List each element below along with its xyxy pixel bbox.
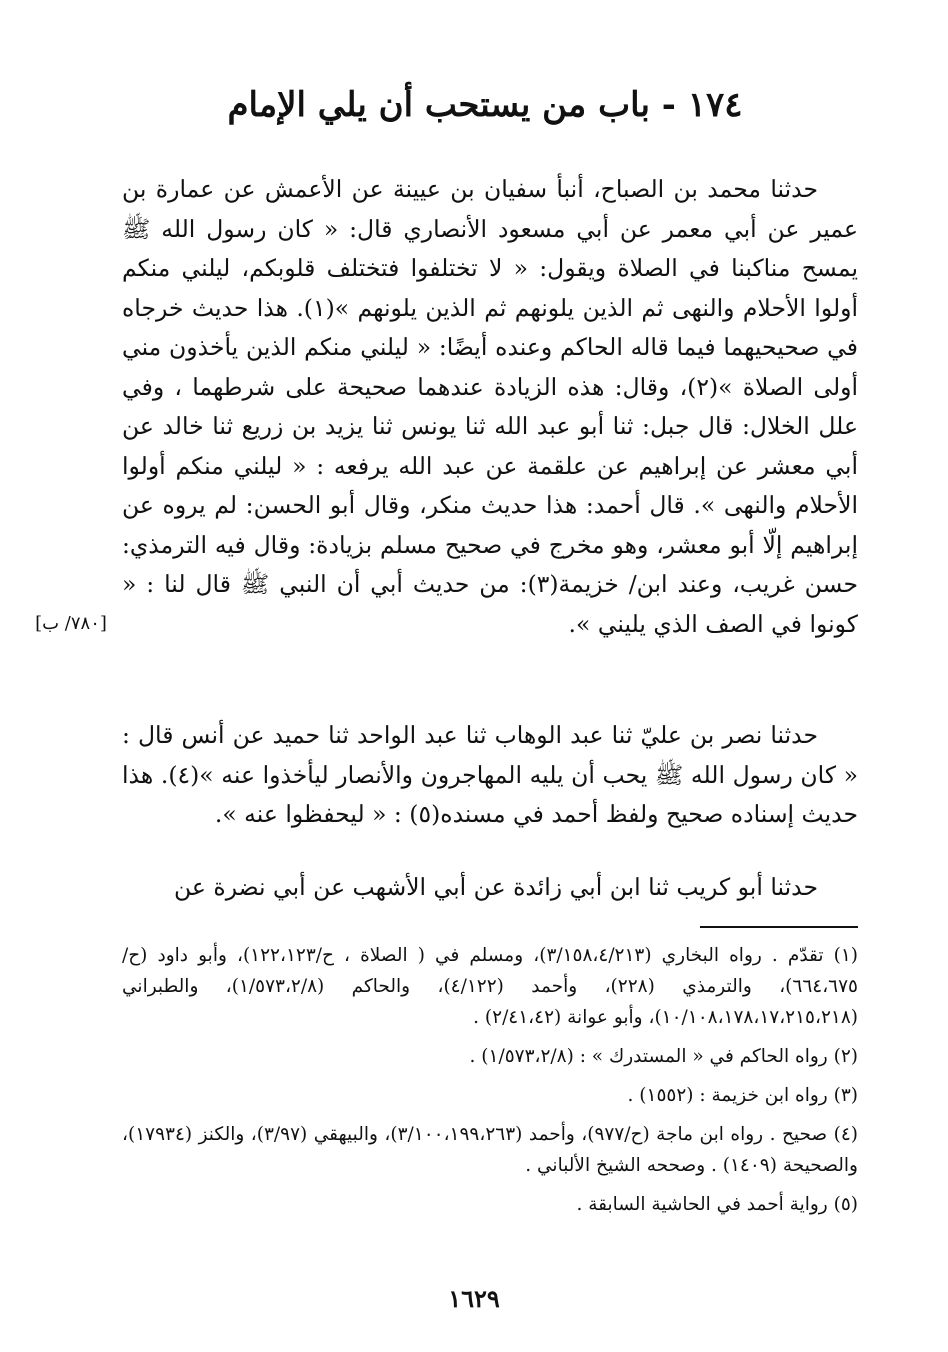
- paragraph-text: حدثنا نصر بن عليّ ثنا عبد الوهاب ثنا عبد الواحد ثنا حميد عن أنس قال : « كان رسول الله ﷺ يحب أن يليه المهاجرون والأنصار ليأخذوا عنه »(٤). هذا حديث إسناده صحيح ولفظ أحمد في مسنده(٥) : « ليحفظوا عنه ».: [122, 721, 858, 828]
- footnote-3: (٣) رواه ابن خزيمة : (١٥٥٢) .: [627, 1085, 858, 1106]
- footnote-5: (٥) رواية أحمد في الحاشية السابقة .: [576, 1194, 858, 1215]
- chapter-title: ١٧٤ - باب من يستحب أن يلي الإمام: [227, 85, 743, 125]
- paragraph-text: حدثنا أبو كريب ثنا ابن أبي زائدة عن أبي الأشهب عن أبي نضرة عن: [174, 873, 818, 901]
- footnote-1: (١) تقدّم . رواه البخاري (٣/١٥٨،٤/٢١٣)، ومسلم في ( الصلاة ، ح/١٢٢،١٢٣)، وأبو داود (ح/٦٦٤،٦٧٥)، والترمذي (٢٢٨)، وأحمد (٤/١٢٢)، والحاكم (١/٥٧٣،٢/٨)، والطبراني (١٠/١٠٨،١٧٨،١٧،٢١٥،٢١٨)، وأبو عوانة (٢/٤١،٤٢) .: [122, 945, 858, 1028]
- manuscript-folio-marker: [٧٨٠/ ب]: [35, 613, 107, 634]
- footnotes-section: [122, 940, 858, 1228]
- footnote-2: (٢) رواه الحاكم في « المستدرك » : (١/٥٧٣،٢/٨) .: [469, 1046, 858, 1067]
- page-number: ١٦٢٩: [448, 1284, 500, 1313]
- paragraph-text: حدثنا محمد بن الصباح، أنبأ سفيان بن عيينة عن الأعمش عن عمارة بن عمير عن أبي معمر عن أبي مسعود الأنصاري قال: « كان رسول الله ﷺ يمسح مناكبنا في الصلاة ويقول: « لا تختلفوا فتختلف قلوبكم، ليلني منكم أولوا الأحلام والنهى ثم الذين يلونهم ثم الذين يلونهم »(١). هذا حديث خرجاه في صحيحيهما فيما قاله الحاكم وعنده أيضًا: « ليلني منكم الذين يأخذون مني أولى الصلاة »(٢)، وقال: هذه الزيادة عندهما صحيحة على شرطهما ، وفي علل الخلال: قال جبل: ثنا أبو عبد الله ثنا يونس ثنا يزيد بن زريع ثنا خالد عن أبي معشر عن إبراهيم عن علقمة عن عبد الله يرفعه : « ليلني منكم أولوا الأحلام والنهى ». قال أحمد: هذا حديث منكر، وقال أبو الحسن: لم يروه عن إبراهيم إلّا أبو معشر، وهو مخرج في صحيح مسلم بزيادة: وقال فيه الترمذي: حسن غريب، وعند ابن/ خزيمة(٣): من حديث أبي أن النبي ﷺ قال لنا : « كونوا في الصف الذي يليني ».: [122, 175, 858, 638]
- hadith-paragraph-1: [122, 170, 858, 644]
- hadith-paragraph-3: [122, 868, 858, 908]
- footnote-divider: [700, 926, 858, 928]
- footnote-4: (٤) صحيح . رواه ابن ماجة (ح/٩٧٧)، وأحمد (٣/١٠٠،١٩٩،٢٦٣)، والبيهقي (٣/٩٧)، والكنز (١٧٩٣٤)، والصحيحة (١٤٠٩) . وصححه الشيخ الألباني .: [122, 1124, 858, 1176]
- hadith-paragraph-2: [122, 716, 858, 835]
